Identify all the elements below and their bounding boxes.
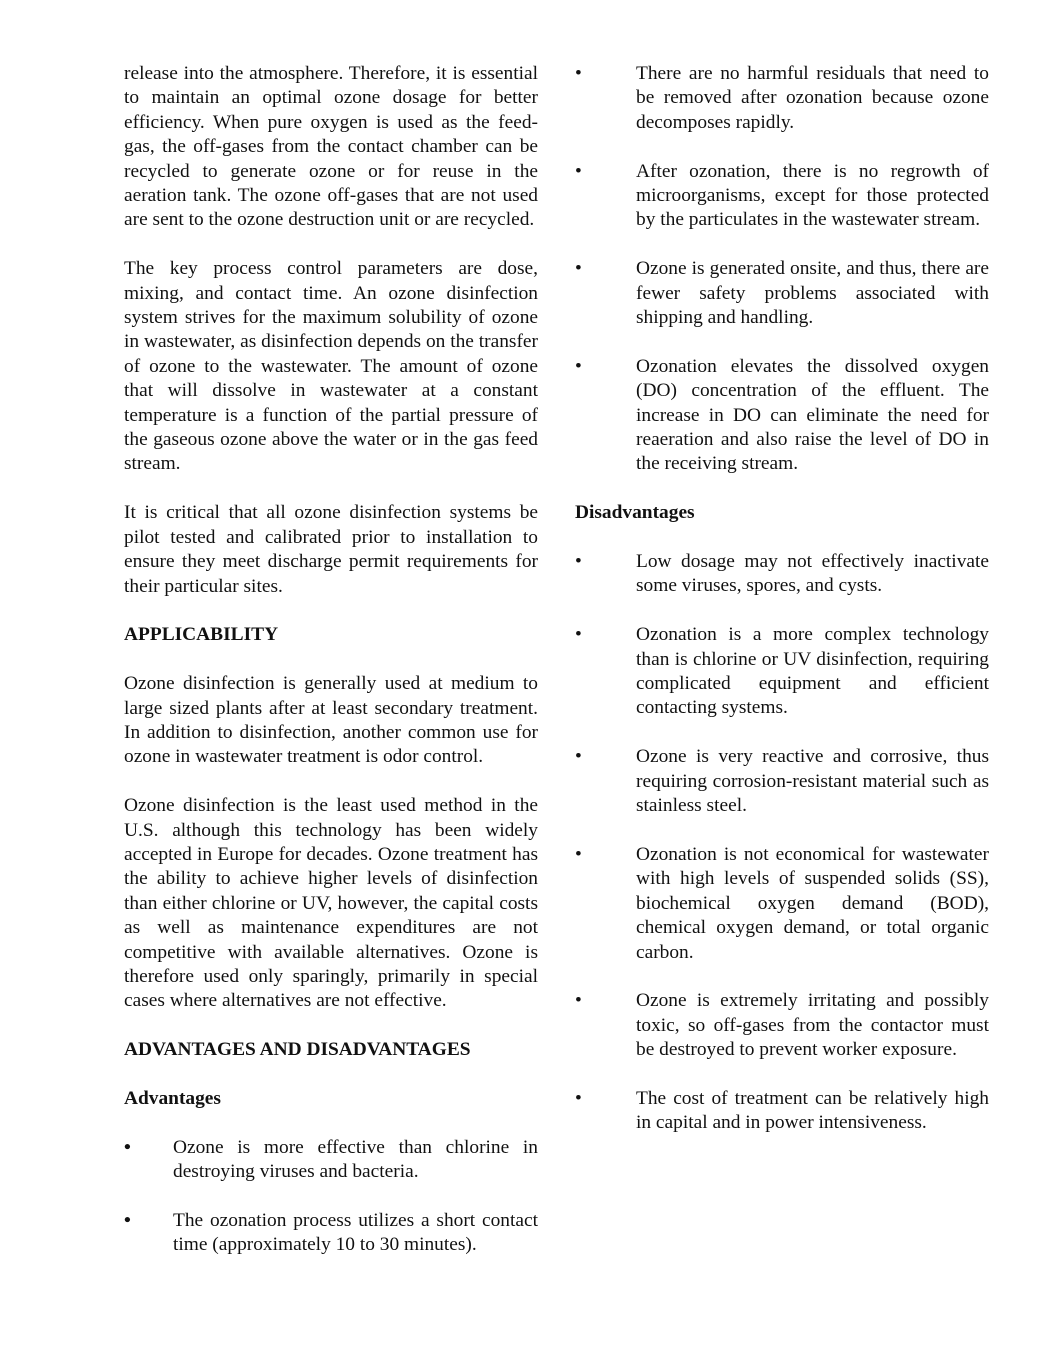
right-column [575,62,989,1160]
paragraph-ozone-dosage: release into the atmosphere. Therefore, it is essential to maintain an optimal ozone dosage for better efficiency. When pure oxygen is used as the feed-gas, the off-gases from the contact chamber can be recycled to generate ozone or for reuse in the aeration tank. The ozone off-gases that are not used are sent to the ozone destruction unit or are recycled. [124,63,538,231]
list-item-text: Ozone is very reactive and corrosive, thus requiring corrosion-resistant material such as stainless steel. [636,746,989,817]
list-item [575,989,989,1062]
advantages-list-continued [575,62,989,477]
bullet-icon: • [124,1209,131,1231]
list-item-text: Low dosage may not effectively inactivate some viruses, spores, and cysts. [636,551,989,597]
bullet-icon: • [575,746,582,768]
paragraph-applicability-use: Ozone disinfection is generally used at medium to large sized plants after at least secondary treatment. In addition to disinfection, another common use for ozone in wastewater treatment is odor control. [124,673,538,768]
advantages-heading: Advantages [124,1087,221,1109]
list-item [124,1136,538,1185]
advantages-list [124,1136,538,1258]
list-item [575,550,989,599]
list-item-text: There are no harmful residuals that need to be removed after ozonation because ozone decomposes rapidly. [636,63,989,133]
advantages-disadvantages-heading: ADVANTAGES AND DISADVANTAGES [124,1039,471,1061]
paragraph-pilot-testing: It is critical that all ozone disinfection systems be pilot tested and calibrated prior to installation to ensure they meet discharge permit requirements for their particular sites. [124,502,538,597]
list-item [575,745,989,818]
bullet-icon: • [575,258,582,280]
bullet-icon: • [575,843,582,865]
list-item [575,62,989,135]
paragraph-applicability-us: Ozone disinfection is the least used method in the U.S. although this technology has been widely accepted in Europe for decades. Ozone treatment has the ability to achieve higher levels of disinfection than either chlorine or UV, however, the capital costs as well as maintenance expenditures are not competitive with available alternatives. Ozone is therefore used only sparingly, primarily in special cases where alternatives are not effective. [124,795,538,1012]
list-item-text: Ozone is extremely irritating and possibly toxic, so off-gases from the contactor must be destroyed to prevent worker exposure. [636,990,989,1061]
disadvantages-heading: Disadvantages [575,502,695,524]
list-item-text: The cost of treatment can be relatively high in capital and in power intensiveness. [636,1087,989,1134]
bullet-icon: • [575,551,582,573]
list-item [575,257,989,330]
list-item [575,843,989,965]
bullet-icon: • [575,63,582,84]
list-item-text: Ozonation is a more complex technology than is chlorine or UV disinfection, requiring complicated equipment and efficient contacting systems. [636,624,989,719]
applicability-heading: APPLICABILITY [124,624,279,646]
list-item [575,160,989,233]
paragraph-process-control: The key process control parameters are dose, mixing, and contact time. An ozone disinfection system strives for the maximum solubility of ozone in wastewater, as disinfection depends on the transfer of ozone to the wastewater. The amount of ozone that will dissolve in wastewater at a constant temperature is a function of the partial pressure of the gaseous ozone above the water or in the gas feed stream. [124,258,538,475]
bullet-icon: • [124,1136,131,1158]
list-item-text: Ozonation is not economical for wastewater with high levels of suspended solids (SS), biochemical oxygen demand (BOD), chemical oxygen demand, or total organic carbon. [636,843,989,963]
list-item [124,1209,538,1258]
list-item [575,623,989,721]
list-item-text: After ozonation, there is no regrowth of microorganisms, except for those protected by the particulates in the wastewater stream. [636,160,989,231]
disadvantages-list [575,550,989,1136]
list-item [575,355,989,477]
list-item-text: Ozone is generated onsite, and thus, there are fewer safety problems associated with shipping and handling. [636,258,989,329]
bullet-icon: • [575,1087,582,1109]
list-item-text: Ozonation elevates the dissolved oxygen (DO) concentration of the effluent. The increase in DO can eliminate the need for reaeration and also raise the level of DO in the receiving stream. [636,355,989,475]
bullet-icon: • [575,624,582,646]
bullet-icon: • [575,990,582,1012]
list-item-text: The ozonation process utilizes a short contact time (approximately 10 to 30 minutes). [173,1209,538,1256]
bullet-icon: • [575,355,582,377]
left-column [124,62,538,1282]
list-item-text: Ozone is more effective than chlorine in destroying viruses and bacteria. [173,1136,538,1183]
bullet-icon: • [575,160,582,182]
list-item [575,1087,989,1136]
